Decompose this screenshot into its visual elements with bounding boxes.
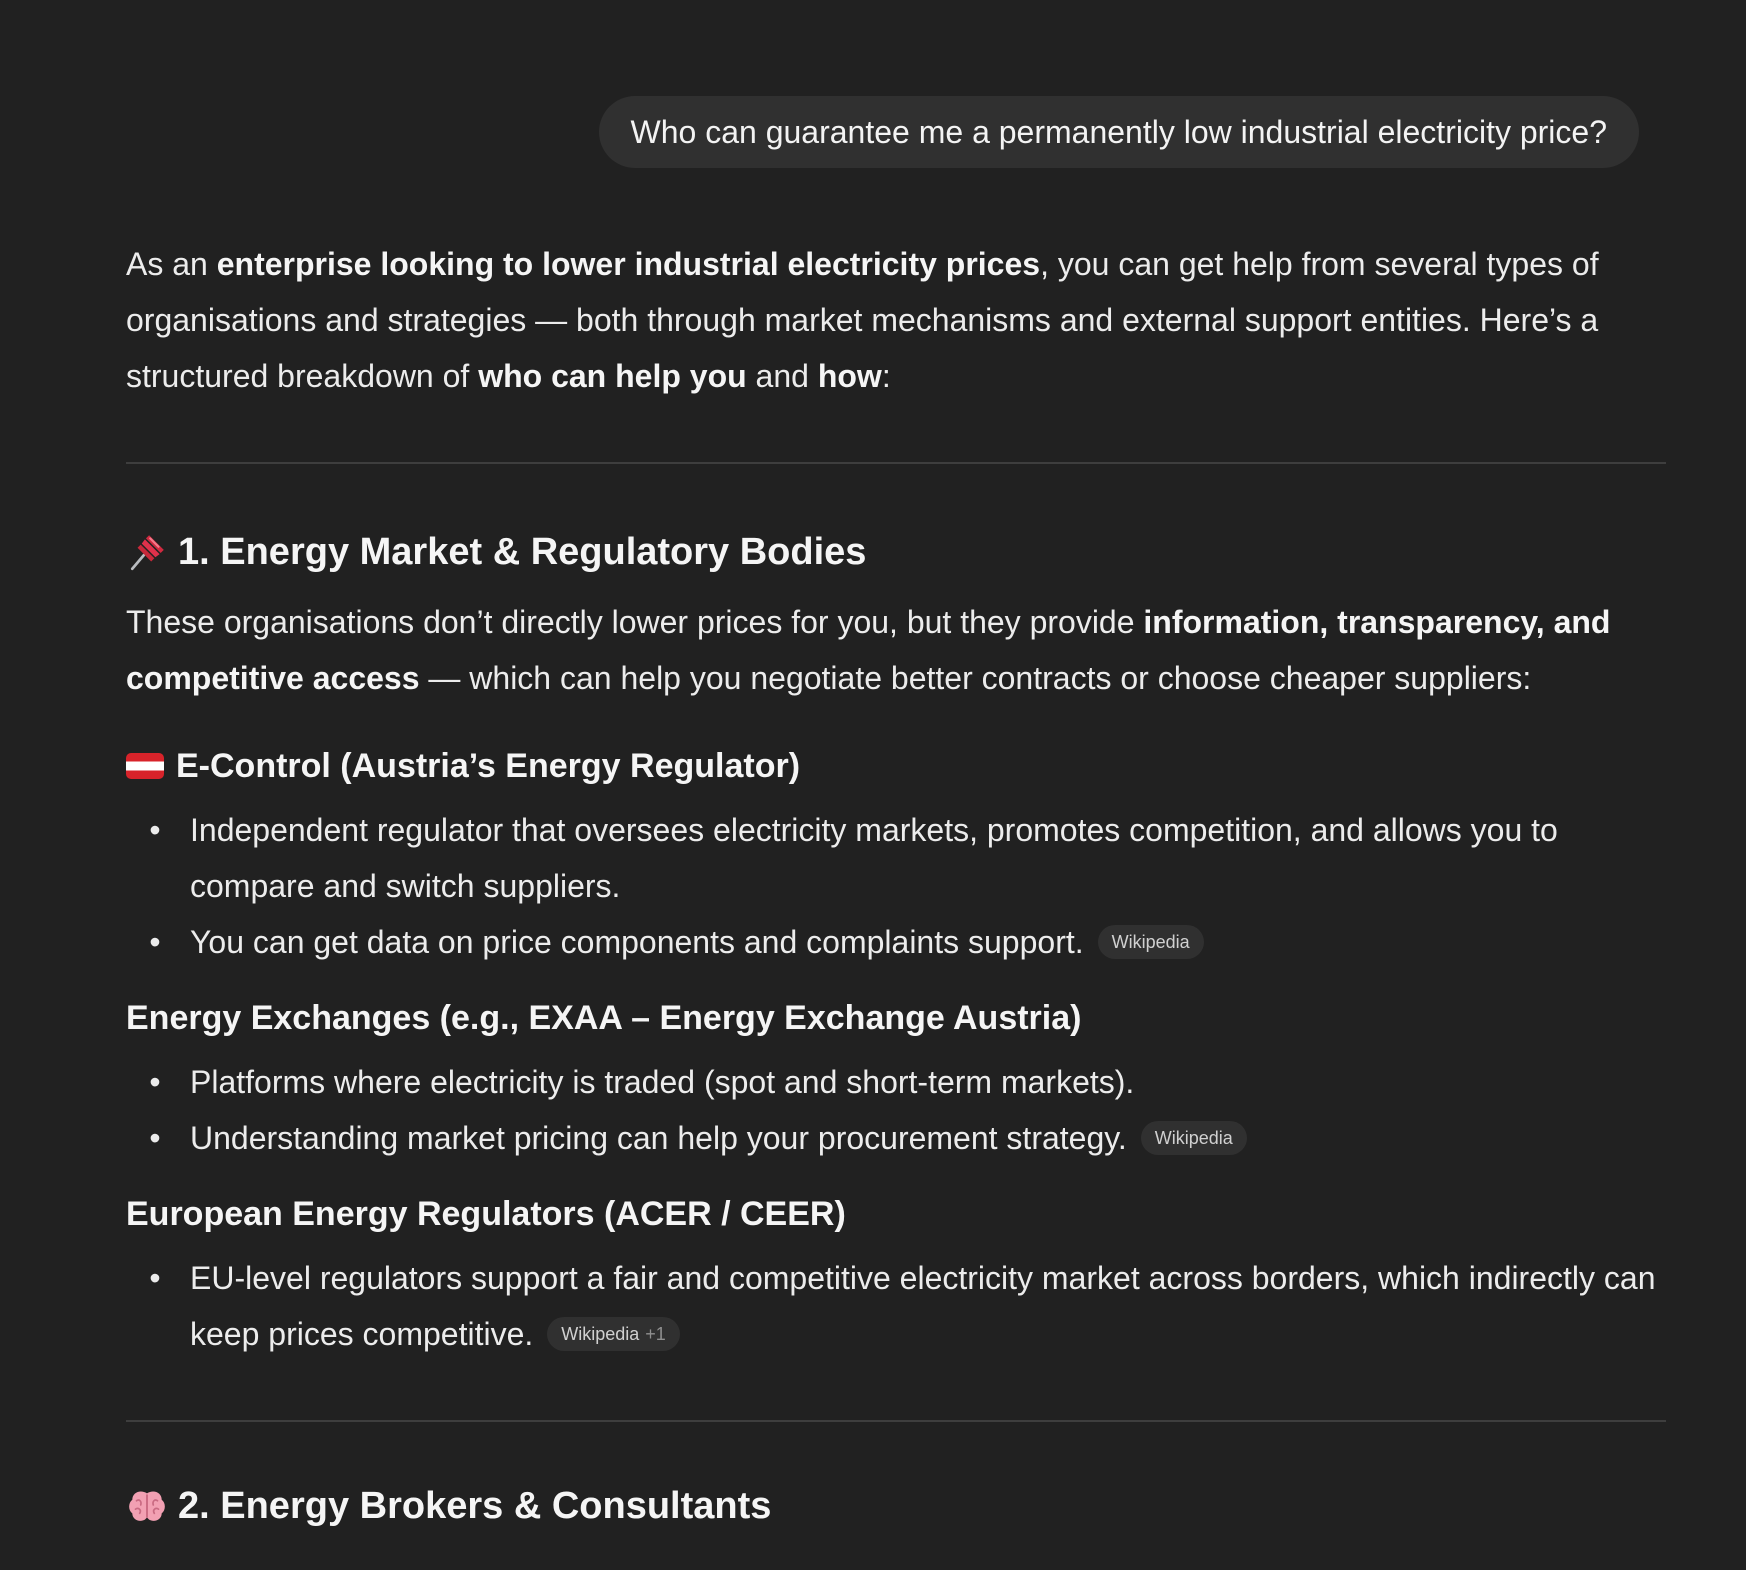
intro-paragraph — [126, 236, 1666, 404]
intro-text: : — [881, 358, 891, 394]
list-item-text: Understanding market pricing can help your procurement strategy. — [190, 1120, 1127, 1156]
list-item — [126, 1054, 1666, 1110]
acer-list — [126, 1250, 1666, 1362]
bullet-dot: • — [149, 1260, 161, 1296]
subsection-heading-acer — [126, 1186, 1666, 1242]
bullet-dot: • — [149, 924, 161, 960]
list-item — [126, 1110, 1666, 1166]
bullet-dot: • — [149, 1120, 161, 1156]
section-description — [126, 594, 1666, 706]
section-title: 2. Energy Brokers & Consultants — [178, 1485, 772, 1527]
list-item-text: Independent regulator that oversees electricity markets, promotes competition, and allows you to compare and switch suppliers. — [190, 812, 1558, 904]
list-item-text: EU-level regulators support a fair and competitive electricity market across borders, which indirectly can keep prices competitive. — [190, 1260, 1656, 1352]
list-item-text: You can get data on price components and complaints support. — [190, 924, 1084, 960]
section-divider — [126, 462, 1666, 464]
user-message-bubble — [599, 96, 1639, 168]
section-divider — [126, 1420, 1666, 1422]
bullet-dot: • — [149, 812, 161, 848]
brain-icon — [126, 1485, 168, 1527]
section-title: 1. Energy Market & Regulatory Bodies — [178, 531, 867, 573]
citation-source: Wikipedia — [561, 1323, 640, 1344]
section-heading-1 — [126, 524, 1666, 580]
citation-count: +1 — [645, 1323, 666, 1344]
list-item — [126, 914, 1666, 970]
citation-source: Wikipedia — [1154, 1127, 1233, 1148]
intro-bold-text: who can help you — [478, 358, 747, 394]
list-item — [126, 802, 1666, 914]
section-description-text: — which can help you negotiate better contracts or choose cheaper suppliers: — [419, 660, 1532, 696]
section-description-text: These organisations don’t directly lower prices for you, but they provide — [126, 604, 1144, 640]
subsection-title: Energy Exchanges (e.g., EXAA – Energy Exchange Austria) — [126, 999, 1082, 1037]
subsection-title: E-Control (Austria’s Energy Regulator) — [176, 747, 801, 785]
austria-flag-icon — [126, 753, 164, 779]
list-item-text: Platforms where electricity is traded (spot and short-term markets). — [190, 1064, 1135, 1100]
subsection-heading-econtrol — [126, 738, 1666, 794]
intro-text: and — [746, 358, 818, 394]
intro-text: , you can get help from several types of organisations and strategies — both through market mechanisms and external support entities. Here’s a structured breakdown of — [126, 246, 1599, 394]
citation-source: Wikipedia — [1111, 931, 1190, 952]
section-heading-2 — [126, 1478, 1666, 1534]
exchanges-list — [126, 1054, 1666, 1166]
user-message-text: Who can guarantee me a permanently low industrial electricity price? — [630, 114, 1607, 150]
citation-pill[interactable] — [547, 1317, 680, 1351]
section-description-bold: information, transparency, and competitive access — [126, 604, 1611, 696]
intro-bold-text: enterprise looking to lower industrial electricity prices — [216, 246, 1041, 282]
intro-bold-text: how — [817, 358, 882, 394]
intro-text: As an — [126, 246, 217, 282]
citation-pill[interactable] — [1141, 1121, 1247, 1155]
subsection-heading-exchanges — [126, 990, 1666, 1046]
list-item — [126, 1250, 1666, 1362]
bullet-dot: • — [149, 1064, 161, 1100]
pushpin-icon — [126, 531, 168, 573]
subsection-title: European Energy Regulators (ACER / CEER) — [126, 1195, 846, 1233]
assistant-response — [126, 236, 1666, 1534]
citation-pill[interactable] — [1098, 925, 1204, 959]
econtrol-list — [126, 802, 1666, 970]
